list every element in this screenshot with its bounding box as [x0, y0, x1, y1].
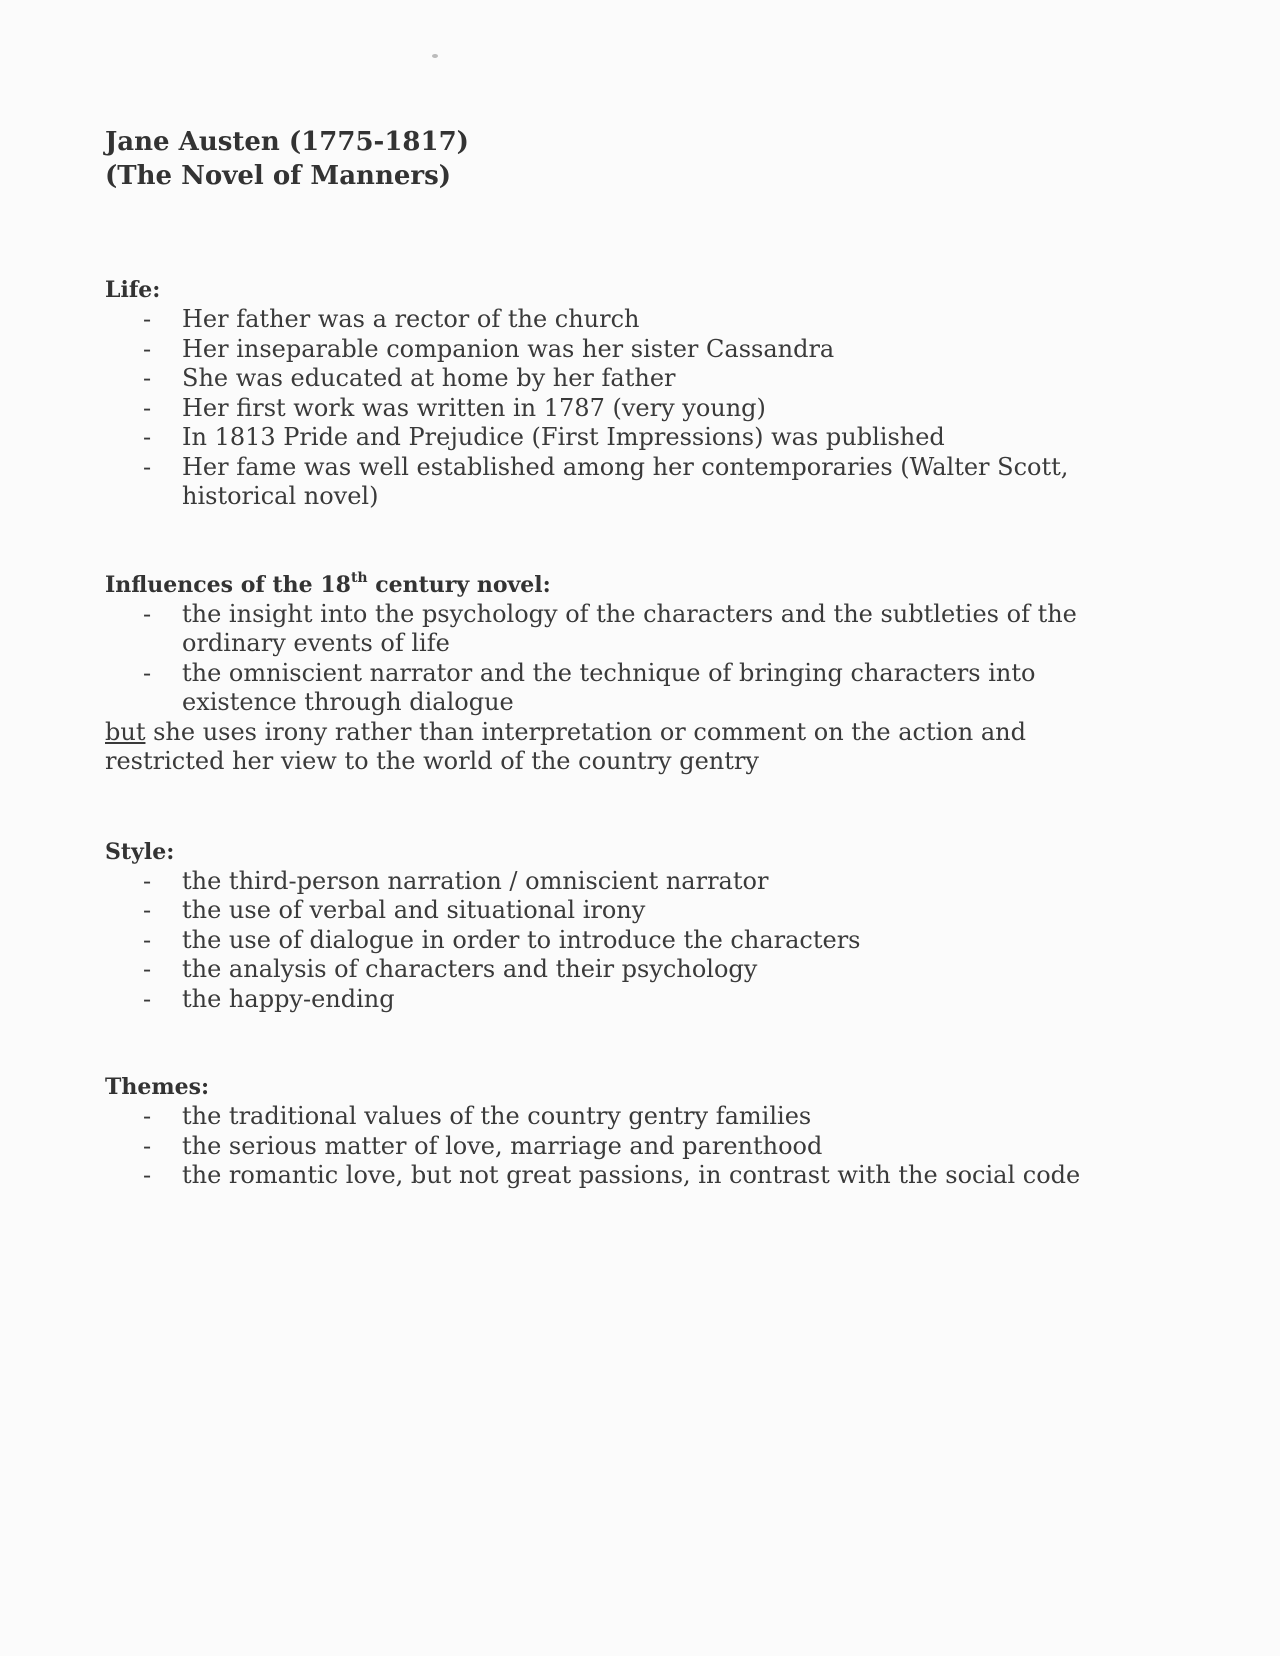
list-item: - the analysis of characters and their psychology: [143, 955, 758, 983]
list-item: - the third-person narration / omniscient narrator: [143, 866, 769, 895]
list-item: - the omniscient narrator and the technique of bringing characters into existence through dialogue: [143, 658, 1036, 716]
bullet-dash: -: [143, 1131, 152, 1160]
list-item: - Her first work was written in 1787 (very young): [143, 393, 766, 422]
bullet-dash: -: [143, 1102, 152, 1130]
influences-heading: Influences of the 18th century novel:: [105, 570, 551, 598]
bullet-dash: -: [143, 658, 152, 687]
bullet-dash: -: [143, 955, 152, 983]
document-page: [105, 125, 1185, 1191]
document-title: [105, 125, 1185, 193]
style-list: [105, 867, 1185, 1015]
section-life: [105, 275, 1185, 512]
list-item: - the use of dialogue in order to introduce the characters: [143, 925, 861, 954]
influences-note: but she uses irony rather than interpretation or comment on the action and restricted her view to the world of the country gentry: [105, 717, 1026, 775]
list-item: - the traditional values of the country gentry families: [143, 1102, 812, 1130]
bullet-dash: -: [143, 423, 152, 451]
section-influences: [105, 570, 1185, 777]
bullet-dash: -: [143, 925, 152, 954]
bullet-dash: -: [143, 866, 152, 895]
bullet-dash: -: [143, 896, 152, 924]
life-heading: Life:: [105, 277, 161, 303]
list-item: - Her inseparable companion was her sister Cassandra: [143, 334, 835, 363]
bullet-dash: -: [143, 599, 152, 628]
list-item: - Her father was a rector of the church: [143, 305, 640, 333]
list-item: - She was educated at home by her father: [143, 364, 676, 392]
bullet-dash: -: [143, 452, 152, 481]
section-themes: [105, 1072, 1185, 1191]
themes-heading: Themes:: [105, 1074, 210, 1100]
list-item: - the happy-ending: [143, 984, 395, 1013]
scan-speck: [432, 54, 438, 58]
list-item: - the use of verbal and situational irony: [143, 896, 646, 924]
bullet-dash: -: [143, 1161, 152, 1189]
bullet-dash: -: [143, 334, 152, 363]
list-item: - the romantic love, but not great passions, in contrast with the social code: [143, 1161, 1081, 1189]
section-style: [105, 837, 1185, 1015]
title-line-1: Jane Austen (1775-1817): [105, 127, 469, 157]
influences-list: [105, 600, 1185, 718]
bullet-dash: -: [143, 393, 152, 422]
bullet-dash: -: [143, 305, 152, 333]
list-item: - the serious matter of love, marriage and parenthood: [143, 1131, 823, 1160]
style-heading: Style:: [105, 838, 175, 865]
title-line-2: (The Novel of Manners): [105, 161, 452, 191]
list-item: - the insight into the psychology of the characters and the subtleties of the ordinary events of life: [143, 599, 1077, 657]
list-item: - In 1813 Pride and Prejudice (First Impressions) was published: [143, 423, 945, 451]
themes-list: [105, 1102, 1185, 1191]
life-list: [105, 305, 1185, 512]
underlined-but: but: [105, 717, 146, 746]
bullet-dash: -: [143, 984, 152, 1013]
list-item: - Her fame was well established among her contemporaries (Walter Scott, historical novel): [143, 452, 1069, 510]
bullet-dash: -: [143, 364, 152, 392]
